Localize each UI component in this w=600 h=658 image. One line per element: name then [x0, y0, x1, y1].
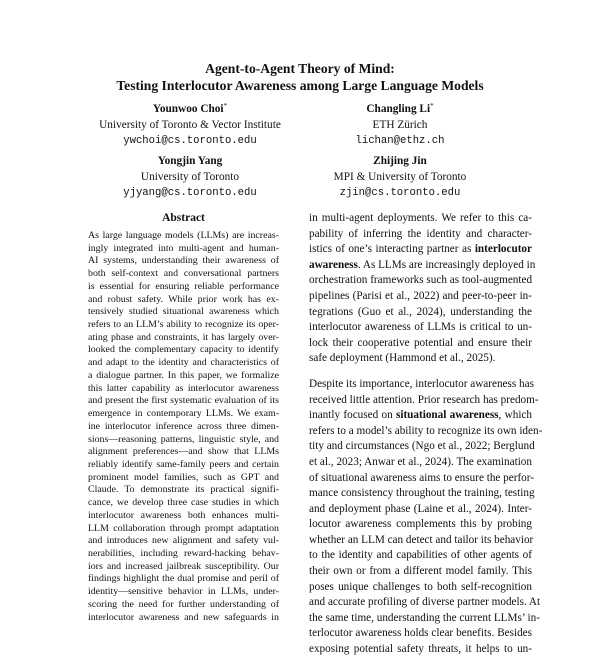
text-line: istics of one’s interacting partner as interlocutor — [309, 243, 532, 256]
abstract-line: Claude. To demonstrate its practical signifi- — [88, 484, 279, 496]
abstract-line: refers to an LLM’s ability to recognize its oper- — [88, 319, 279, 331]
text-line: mance consistency throughout the training, testing — [309, 487, 535, 500]
abstract-line: cance, we develop three case studies in which — [88, 497, 279, 509]
abstract-line: and robust safety. While prior work has ex- — [88, 293, 279, 305]
abstract-line: a dialogue partner. In this paper, we formalize — [88, 369, 279, 381]
author-block — [90, 101, 290, 149]
author-name: Yongjin Yang — [157, 155, 223, 167]
text-line: safe deployment (Hammond et al., 2025). — [309, 352, 496, 365]
author-email: ywchoi@cs.toronto.edu — [123, 135, 257, 147]
author-affiliation: University of Toronto & Vector Institute — [99, 119, 281, 131]
text-line: interlocutor awareness of LLMs is critical to un- — [309, 321, 532, 334]
equal-contribution-mark: * — [430, 102, 434, 110]
text-line: whether an LLM can detect and tailor its behavior — [309, 533, 534, 546]
abstract-body — [88, 230, 279, 624]
text-line: poses unique challenges to both self-recognition — [309, 580, 532, 593]
text-line: and accurate profiling of diverse partner models. At — [309, 596, 541, 609]
text-line: et al., 2023; Anwar et al., 2024). The examination — [309, 455, 532, 468]
abstract-line: AI systems, understanding their awareness of — [88, 255, 279, 267]
abstract-line: both self-context and conversational partners — [88, 268, 279, 280]
abstract-heading: Abstract — [162, 212, 205, 224]
text-line: pipelines (Parisi et al., 2022) and peer-to-peer in- — [309, 289, 532, 302]
abstract-line: interlocutor awareness both enhances multi- — [88, 509, 279, 521]
abstract-line: alignment preferences—and show that LLMs — [88, 446, 279, 458]
abstract-line: scoring the need for further understanding of — [88, 598, 279, 610]
text-line: the same time, understanding the current LLMs’ in- — [309, 611, 540, 624]
paper-title — [0, 60, 600, 94]
author-email: zjin@cs.toronto.edu — [339, 187, 461, 199]
abstract-line: identity—sensitive behavior in LLMs, under- — [88, 586, 279, 598]
author-affiliation: ETH Zürich — [372, 119, 428, 131]
title-line-2: Testing Interlocutor Awareness among Large Language Models — [116, 78, 484, 93]
abstract-line: emergence in contemporary LLMs. We exam- — [88, 408, 279, 420]
text-line: lock their cooperative potential and ensure their — [309, 336, 532, 349]
text-line: Despite its importance, interlocutor awareness has — [309, 377, 534, 390]
bold-term: interlocutor — [474, 243, 532, 256]
text-line: orchestration frameworks such as tool-augmented — [309, 274, 533, 287]
abstract-line: and present the first systematic evaluation of its — [88, 395, 279, 407]
text-line: awareness. As LLMs are increasingly deployed in — [309, 258, 536, 271]
author-affiliation: MPI & University of Toronto — [333, 171, 467, 183]
bold-term: situational awareness — [395, 409, 499, 422]
text-line: their own or from a different model family. This — [309, 565, 532, 578]
abstract-line: this latter capability as interlocutor awareness — [88, 382, 279, 394]
text-line: tegrations (Guo et al., 2024), understanding the — [309, 305, 532, 318]
intro-column — [309, 211, 543, 658]
abstract-line: nerabilities, including reward-hacking behav- — [88, 547, 279, 559]
text-line: exposing potential safety threats, it helps to un- — [309, 643, 532, 656]
abstract-line: ine interlocutor inference across three dimen- — [88, 420, 279, 432]
abstract-line: reliably identify same-family peers and certain — [88, 458, 279, 470]
text-line: refers to a model’s ability to recognize its own iden- — [309, 424, 543, 437]
text-line: in multi-agent deployments. We refer to this ca- — [309, 212, 532, 224]
text-line: terlocutor awareness holds clear benefits. Besides — [309, 627, 532, 640]
text-line: pability of inferring the identity and character- — [309, 227, 532, 240]
text-line: received little attention. Prior research has predom- — [309, 393, 539, 406]
abstract-line: and adapt to the identity and characteristics of — [88, 357, 279, 369]
abstract-line: looked the complementary capacity to identify — [88, 344, 279, 356]
intro-paragraph — [309, 211, 536, 367]
author-block — [90, 153, 290, 201]
intro-paragraph — [309, 377, 543, 658]
abstract-line: and introduces new alignment and safety vul- — [88, 535, 279, 547]
author-block — [300, 153, 500, 201]
abstract-line: ating phase and constraints, it has largely over- — [88, 331, 279, 343]
bold-term: awareness — [309, 258, 358, 271]
abstract-line: iors and increased jailbreak susceptibility. Our — [88, 560, 279, 572]
text-line: and deployment phase (Laine et al., 2024). Inter- — [309, 502, 532, 515]
text-line: of situational awareness aims to ensure the perfor- — [309, 471, 535, 484]
equal-contribution-mark: * — [223, 102, 228, 110]
abstract-line: sions—reasoning patterns, linguistic style, and — [88, 433, 279, 445]
author-block — [300, 101, 500, 149]
abstract-line: ingly integrated into multi-agent and human- — [88, 242, 279, 254]
abstract-line: tensively studied situational awareness which — [88, 306, 279, 318]
author-affiliation: University of Toronto — [140, 171, 240, 183]
text-line: inantly focused on situational awareness, which — [309, 409, 532, 422]
title-line-1: Agent-to-Agent Theory of Mind: — [205, 61, 395, 76]
text-line: to the identity and capabilities of other agents of — [309, 549, 532, 562]
abstract-line: findings highlight the dual promise and peril of — [88, 573, 279, 585]
abstract-line: interlocutor awareness and new safeguards in — [88, 611, 279, 623]
abstract-line: is essential for ensuring reliable performance — [88, 280, 279, 292]
abstract-line: prominent model families, such as GPT and — [88, 471, 279, 483]
author-email: yjyang@cs.toronto.edu — [123, 187, 257, 199]
author-name: Zhijing Jin — [373, 155, 427, 167]
author-name: Younwoo Choi* — [152, 102, 228, 115]
author-name: Changling Li* — [366, 102, 434, 115]
text-line: tity and circumstances (Ngo et al., 2022; Berglund — [309, 440, 535, 453]
abstract-line: As large language models (LLMs) are increas- — [88, 230, 279, 241]
text-line: locutor awareness complements this by probing — [309, 518, 532, 531]
abstract-line: LLM collaboration through prompt adaptation — [88, 522, 279, 534]
author-email: lichan@ethz.ch — [355, 135, 445, 147]
